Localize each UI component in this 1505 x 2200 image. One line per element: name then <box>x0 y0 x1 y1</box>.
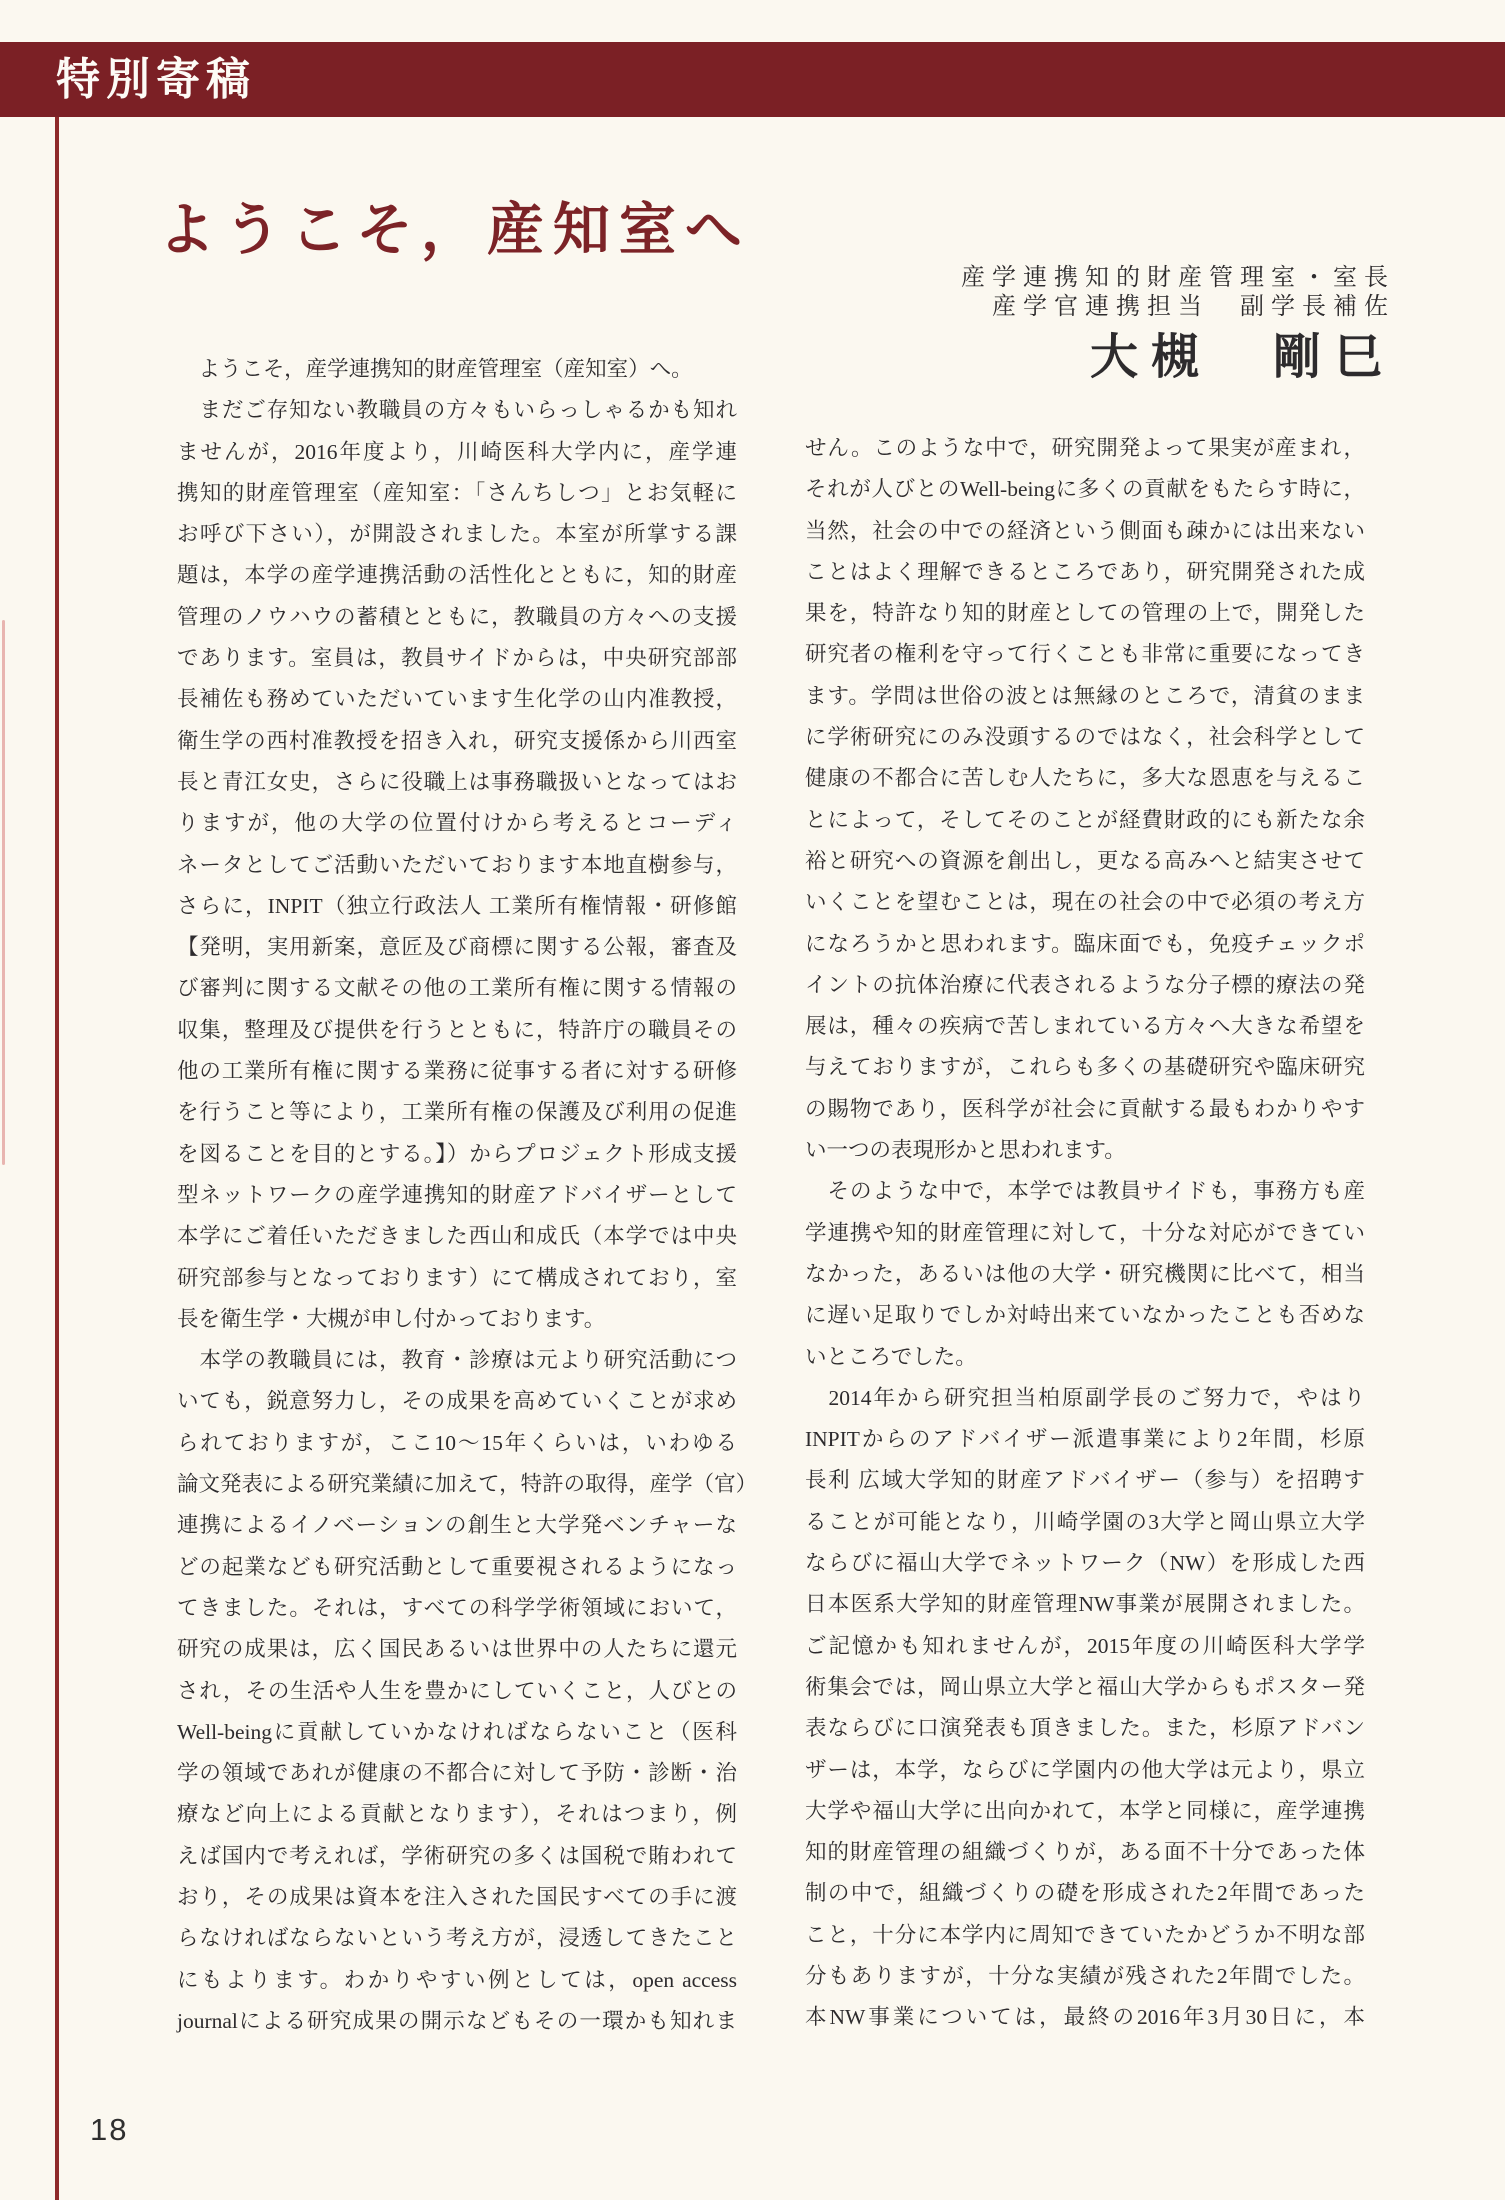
text-line: い一つの表現形かと思われます。 <box>805 1138 1126 1163</box>
text-line: ことはよく理解できるところであり，研究開発された成 <box>805 559 1365 584</box>
text-line: ネータとしてご活動いただいております本地直樹参与， <box>177 852 737 877</box>
author-name: 大槻 剛巳 <box>1089 331 1395 384</box>
text-line: とによって，そしてそのことが経費財政的にも新たな余 <box>805 807 1365 832</box>
text-line: ならびに福山大学でネットワーク（NW）を形成した西 <box>805 1551 1365 1576</box>
text-line: 療など向上による貢献となります），それはつまり，例 <box>177 1802 737 1827</box>
text-line: ザーは，本学，ならびに学園内の他大学は元より，県立 <box>805 1757 1365 1782</box>
text-line: らなければならないという考え方が，浸透してきたこと <box>177 1926 737 1951</box>
text-line: 他の工業所有権に関する業務に従事する者に対する研修 <box>177 1059 737 1084</box>
text-line: 本学にご着任いただきました西山和成氏（本学では中央 <box>177 1224 737 1249</box>
text-line: ます。学問は世俗の波とは無縁のところで，清貧のまま <box>805 683 1365 708</box>
text-line: どの起業なども研究活動として重要視されるようになっ <box>177 1554 737 1579</box>
text-line: おり，その成果は資本を注入された国民すべての手に渡 <box>177 1884 737 1909</box>
author-affiliation-line1: 産学連携知的財産管理室・室長 <box>961 265 1395 291</box>
text-line: 大学や福山大学に出向かれて，本学と同様に，産学連携 <box>805 1798 1365 1823</box>
text-line: の賜物であり，医科学が社会に貢献する最もわかりやす <box>805 1096 1365 1121</box>
text-line: 当然，社会の中での経済という側面も疎かには出来ない <box>805 518 1365 543</box>
text-line: 研究の成果は，広く国民あるいは世界中の人たちに還元 <box>177 1637 737 1662</box>
text-line: 展は，種々の疾病で苦しまれている方々へ大きな希望を <box>805 1014 1365 1039</box>
text-line: ることが可能となり，川崎学園の3大学と岡山県立大学 <box>805 1509 1365 1534</box>
text-line: になろうかと思われます。臨床面でも，免疫チェックポ <box>805 931 1365 956</box>
text-line: いところでした。 <box>805 1344 977 1369</box>
text-line: いくことを望むことは，現在の社会の中で必須の考え方 <box>805 890 1365 915</box>
scan-edge-streak <box>2 620 5 1165</box>
text-line: 管理のノウハウの蓄積とともに，教職員の方々への支援 <box>177 604 737 629</box>
page-number: 18 <box>90 2112 129 2147</box>
text-line: 裕と研究への資源を創出し，更なる高みへと結実させて <box>805 848 1365 873</box>
text-line: えば国内で考えれば，学術研究の多くは国税で賄われて <box>177 1843 737 1868</box>
text-line: 題は，本学の産学連携活動の活性化とともに，知的財産 <box>177 563 737 588</box>
text-line: 衛生学の西村准教授を招き入れ，研究支援係から川西室 <box>177 728 737 753</box>
text-line: 論文発表による研究業績に加えて，特許の取得，産学（官） <box>177 1472 758 1497</box>
text-line: こと，十分に本学内に周知できていたかどうか不明な部 <box>805 1922 1365 1947</box>
text-line: に遅い足取りでしか対峙出来ていなかったことも否めな <box>805 1303 1365 1328</box>
text-line: 収集，整理及び提供を行うとともに，特許庁の職員その <box>177 1017 737 1042</box>
text-line: 術集会では，岡山県立大学と福山大学からもポスター発 <box>805 1674 1365 1699</box>
text-line: ご記憶かも知れませんが，2015年度の川崎医科大学学 <box>805 1633 1365 1658</box>
text-line: てきました。それは，すべての科学学術領域において， <box>177 1595 737 1620</box>
text-line: 果を，特許なり知的財産としての管理の上で，開発した <box>805 601 1365 626</box>
text-line: 制の中で，組織づくりの礎を形成された2年間であった <box>805 1881 1365 1906</box>
text-line: び審判に関する文献その他の工業所有権に関する情報の <box>177 976 737 1001</box>
text-line: 学の領域であれが健康の不都合に対して予防・診断・治 <box>177 1761 737 1786</box>
text-line: を図ることを目的とする。】）からプロジェクト形成支援 <box>177 1141 737 1166</box>
text-line: 【発明，実用新案，意匠及び商標に関する公報，審査及 <box>177 935 737 960</box>
text-line: 2014年から研究担当柏原副学長のご努力で，やはり <box>805 1385 1365 1410</box>
text-line: 長補佐も務めていただいています生化学の山内准教授， <box>177 687 737 712</box>
text-line: りますが，他の大学の位置付けから考えるとコーディ <box>177 811 737 836</box>
text-line: 長を衛生学・大槻が申し付かっております。 <box>177 1306 606 1331</box>
text-line: 連携によるイノベーションの創生と大学発ベンチャーな <box>177 1513 737 1538</box>
text-line: INPITからのアドバイザー派遣事業により2年間，杉原 <box>805 1427 1365 1452</box>
text-line: 表ならびに口演発表も頂きました。また，杉原アドバン <box>805 1716 1365 1741</box>
text-line: せん。このような中で，研究開発よって果実が産まれ， <box>805 436 1365 460</box>
text-line: であります。室員は，教員サイドからは，中央研究部部 <box>177 646 737 671</box>
text-line: 携知的財産管理室（産知室：「さんちしつ」とお気軽に <box>177 480 737 505</box>
text-line: お呼び下さい），が開設されました。本室が所掌する課 <box>177 522 737 547</box>
author-block <box>961 264 1395 384</box>
text-line: 分もありますが，十分な実績が残された2年間でした。 <box>805 1963 1365 1988</box>
text-line: 研究者の権利を守って行くことも非常に重要になってき <box>805 642 1365 667</box>
author-affiliation-line2: 産学官連携担当 副学長補佐 <box>992 294 1395 320</box>
text-line: いても，鋭意努力し，その成果を高めていくことが求め <box>177 1389 737 1414</box>
text-line: イントの抗体治療に代表されるような分子標的療法の発 <box>805 972 1365 997</box>
text-line: 日本医系大学知的財産管理NW事業が展開されました。 <box>805 1592 1365 1617</box>
text-line: を行うこと等により，工業所有権の保護及び利用の促進 <box>177 1100 737 1125</box>
text-line: ようこそ，産学連携知的財産管理室（産知室）へ。 <box>177 357 693 381</box>
text-line: 知的財産管理の組織づくりが，ある面不十分であった体 <box>805 1840 1365 1865</box>
text-line: さらに，INPIT（独立行政法人 工業所有権情報・研修館 <box>177 893 737 918</box>
text-line: られておりますが，ここ10～15年くらいは，いわゆる <box>177 1430 737 1455</box>
text-line: に学術研究にのみ没頭するのではなく，社会科学として <box>805 725 1365 750</box>
vertical-rule <box>55 117 59 2200</box>
text-line: Well-beingに貢献していかなければならないこと（医科 <box>177 1719 737 1744</box>
section-banner-label: 特別寄稿 <box>56 54 256 104</box>
text-line: そのような中で，本学では教員サイドも，事務方も産 <box>805 1179 1365 1204</box>
text-line: 長と青江女史，さらに役職上は事務職扱いとなってはお <box>177 769 737 794</box>
text-line: journalによる研究成果の開示などもその一環かも知れま <box>177 2008 737 2033</box>
text-line: 型ネットワークの産学連携知的財産アドバイザーとして <box>177 1182 737 1207</box>
text-line: 長利 広域大学知的財産アドバイザー（参与）を招聘す <box>805 1468 1365 1493</box>
text-line: 研究部参与となっております）にて構成されており，室 <box>177 1265 737 1290</box>
text-line: ませんが，2016年度より，川崎医科大学内に，産学連 <box>177 439 737 464</box>
article-title: ようこそ，産知室へ <box>158 198 751 262</box>
text-line: なかった，あるいは他の大学・研究機関に比べて，相当 <box>805 1261 1365 1286</box>
text-line: 学連携や知的財産管理に対して，十分な対応ができてい <box>805 1220 1365 1245</box>
text-line: それが人びとのWell-beingに多くの貢献をもたらす時に， <box>805 477 1365 502</box>
text-line: まだご存知ない教職員の方々もいらっしゃるかも知れ <box>177 398 737 423</box>
text-line: 健康の不都合に苦しむ人たちに，多大な恩恵を与えるこ <box>805 766 1365 791</box>
text-line: 本学の教職員には，教育・診療は元より研究活動につ <box>177 1348 737 1373</box>
text-line: され，その生活や人生を豊かにしていくこと，人びとの <box>177 1678 737 1703</box>
text-line: 与えておりますが，これらも多くの基礎研究や臨床研究 <box>805 1055 1365 1080</box>
text-line: 本NW事業については，最終の2016年3月30日に，本 <box>805 2005 1365 2030</box>
section-banner <box>0 42 1505 117</box>
text-line: にもよります。わかりやすい例としては，open access <box>177 1967 737 1992</box>
left-column <box>177 349 758 2042</box>
right-column <box>805 428 1365 2039</box>
